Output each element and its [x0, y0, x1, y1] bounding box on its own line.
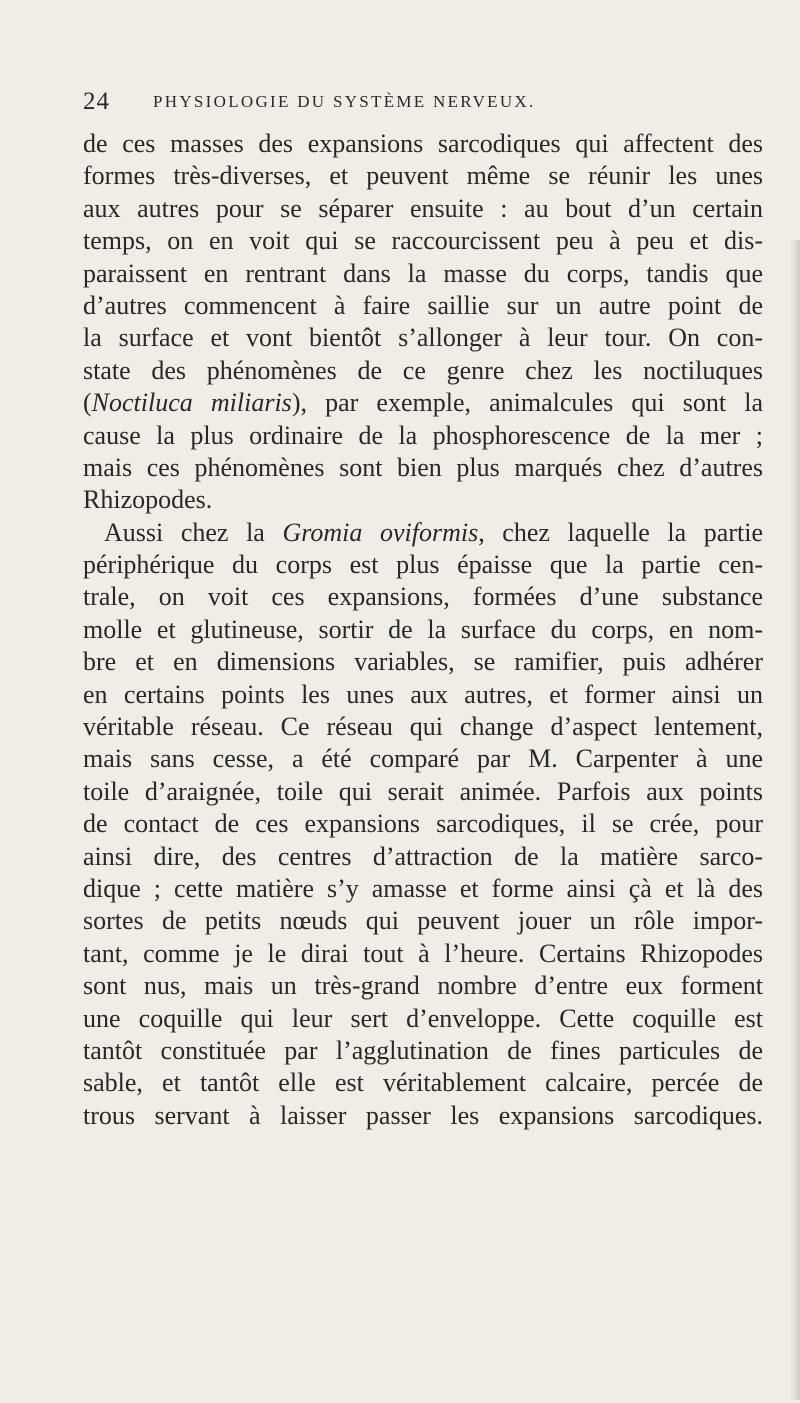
text-line: dique ; cette matière s’y amasse et forme ainsi çà et là des	[83, 873, 763, 903]
text-line: véritable réseau. Ce réseau qui change d’aspect lentement,	[83, 712, 763, 742]
text-line: temps, on en voit qui se raccourcissent peu à peu et dis-	[83, 226, 763, 256]
text-line: mais sans cesse, a été comparé par M. Carpenter à une	[83, 744, 763, 774]
text-line: cause la plus ordinaire de la phosphorescence de la mer ;	[83, 420, 763, 450]
text-line: sable, et tantôt elle est véritablement calcaire, percée de	[83, 1068, 763, 1098]
text-line: molle et glutineuse, sortir de la surface du corps, en nom-	[83, 614, 763, 644]
text-line: state des phénomènes de ce genre chez les noctiluques	[83, 355, 763, 385]
text-line: mais ces phénomènes sont bien plus marqués chez d’autres	[83, 452, 763, 482]
text-line: trous servant à laisser passer les expansions sarcodiques.	[83, 1100, 763, 1130]
page-number: 24	[83, 88, 110, 115]
italic-taxon: Noctiluca miliaris	[91, 388, 292, 418]
text-line: de contact de ces expansions sarcodiques, il se crée, pour	[83, 809, 763, 839]
text-line: en certains points les unes aux autres, et former ainsi un	[83, 679, 763, 709]
text-line: sortes de petits nœuds qui peuvent jouer un rôle impor-	[83, 906, 763, 936]
text-line: Aussi chez la Gromia oviformis, chez laquelle la partie	[104, 517, 763, 547]
text-line: la surface et vont bientôt s’allonger à leur tour. On con-	[83, 323, 763, 353]
text-line: trale, on voit ces expansions, formées d’une substance	[83, 582, 763, 612]
body-text	[83, 128, 763, 1132]
text-line: toile d’araignée, toile qui serait animée. Parfois aux points	[83, 776, 763, 806]
text-line: d’autres commencent à faire saillie sur un autre point de	[83, 290, 763, 320]
text-line: formes très-diverses, et peuvent même se réunir les unes	[83, 161, 763, 191]
page-edge-shadow	[790, 240, 800, 1400]
text-line: de ces masses des expansions sarcodiques qui affectent des	[83, 129, 763, 158]
text-line: tant, comme je le dirai tout à l’heure. Certains Rhizopodes	[83, 938, 763, 968]
text-line: une coquille qui leur sert d’enveloppe. Cette coquille est	[83, 1003, 763, 1033]
text-line: paraissent en rentrant dans la masse du corps, tandis que	[83, 258, 763, 288]
running-title: PHYSIOLOGIE DU SYSTÈME NERVEUX.	[153, 92, 536, 111]
text-line: aux autres pour se séparer ensuite : au bout d’un certain	[83, 193, 763, 223]
italic-taxon: Gromia oviformis	[282, 517, 479, 547]
text-line: ainsi dire, des centres d’attraction de la matière sarco-	[83, 841, 763, 871]
text-line: bre et en dimensions variables, se ramifier, puis adhérer	[83, 647, 763, 677]
page-header	[83, 88, 763, 124]
text-line: périphérique du corps est plus épaisse que la partie cen-	[83, 550, 763, 580]
text-line: Rhizopodes.	[83, 485, 213, 515]
text-line: (Noctiluca miliaris), par exemple, animalcules qui sont la	[83, 388, 764, 418]
text-line: sont nus, mais un très-grand nombre d’entre eux forment	[83, 971, 763, 1001]
text-line: tantôt constituée par l’agglutination de fines particules de	[83, 1035, 763, 1065]
